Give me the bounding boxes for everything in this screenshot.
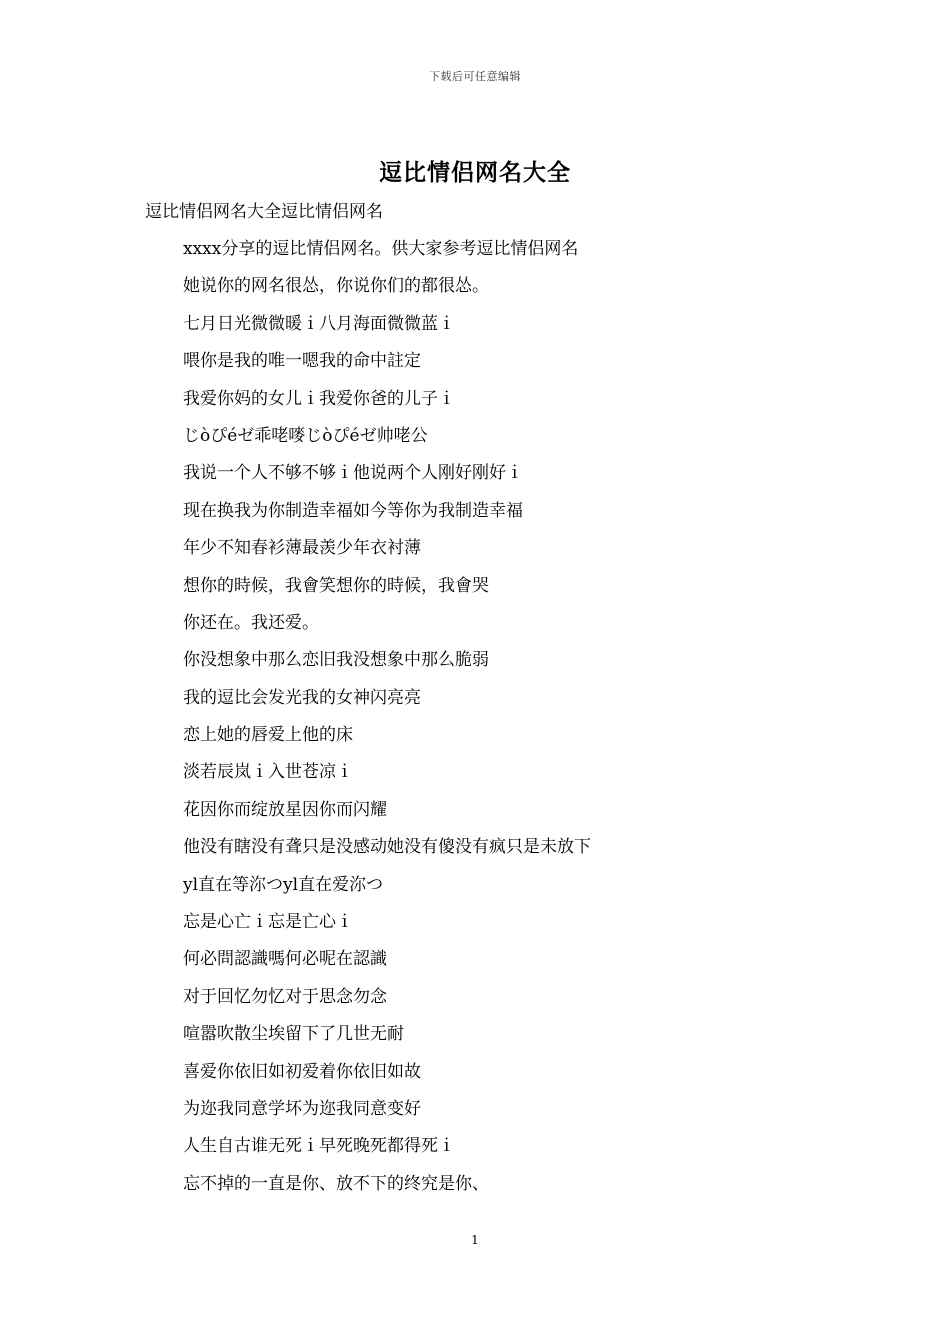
content-line: 想你的時候，我會笑想你的時候，我會哭 — [183, 575, 489, 596]
subtitle-line: 逗比情侣网名大全逗比情侣网名 — [145, 202, 383, 222]
content-line: 喜爱你依旧如初爱着你依旧如故 — [183, 1061, 421, 1082]
content-line: 你还在。我还爱。 — [183, 612, 319, 633]
header-note: 下载后可任意编辑 — [429, 70, 521, 83]
content-line: 他没有瞎没有聋只是没感动她没有傻没有疯只是未放下 — [183, 837, 591, 858]
content-line: 你没想象中那么恋旧我没想象中那么脆弱 — [183, 650, 489, 671]
content-line: じòぴéゼ乖咾嘜じòぴéゼ帅咾公 — [183, 425, 428, 446]
content-line: 我说一个人不够不够ｉ他说两个人刚好刚好ｉ — [183, 463, 523, 484]
content-line: 现在换我为你制造幸福如今等你为我制造幸福 — [183, 500, 523, 521]
page-number: 1 — [471, 1233, 479, 1247]
content-line: 淡若辰岚ｉ入世苍凉ｉ — [183, 762, 353, 783]
content-line: 为迩我同意学坏为迩我同意变好 — [183, 1098, 421, 1119]
document-title: 逗比情侣网名大全 — [379, 159, 571, 186]
content-line: 她说你的网名很怂，你说你们的都很怂。 — [183, 276, 489, 297]
content-line: 七月日光微微暖ｉ八月海面微微蓝ｉ — [183, 313, 455, 334]
content-line: 年少不知春衫薄最羡少年衣衬薄 — [183, 538, 421, 559]
content-line: 我爱你妈的女儿ｉ我爱你爸的儿子ｉ — [183, 388, 455, 409]
content-line: 对于回忆勿忆对于思念勿念 — [183, 986, 387, 1007]
content-line: 我的逗比会发光我的女神闪亮亮 — [183, 687, 421, 708]
content-line: 喧嚣吹散尘埃留下了几世无耐 — [183, 1024, 404, 1045]
content-line: 喂你是我的唯一嗯我的命中註定 — [183, 351, 421, 372]
content-line: 何必問認識嗎何必呢在認識 — [183, 949, 387, 970]
content-line: yl直在等沵つyl直在爱沵つ — [183, 874, 384, 895]
content-line: xxxx分享的逗比情侣网名。供大家参考逗比情侣网名 — [183, 239, 579, 259]
content-line: 忘是心亡ｉ忘是亡心ｉ — [183, 912, 353, 933]
content-line: 恋上她的唇爱上他的床 — [183, 725, 353, 746]
content-line: 花因你而绽放星因你而闪耀 — [183, 799, 387, 820]
content-lines — [183, 237, 883, 1209]
content-line: 人生自古谁无死ｉ早死晚死都得死ｉ — [183, 1136, 455, 1157]
content-line: 忘不掉的一直是你、放不下的终究是你、 — [183, 1173, 489, 1194]
